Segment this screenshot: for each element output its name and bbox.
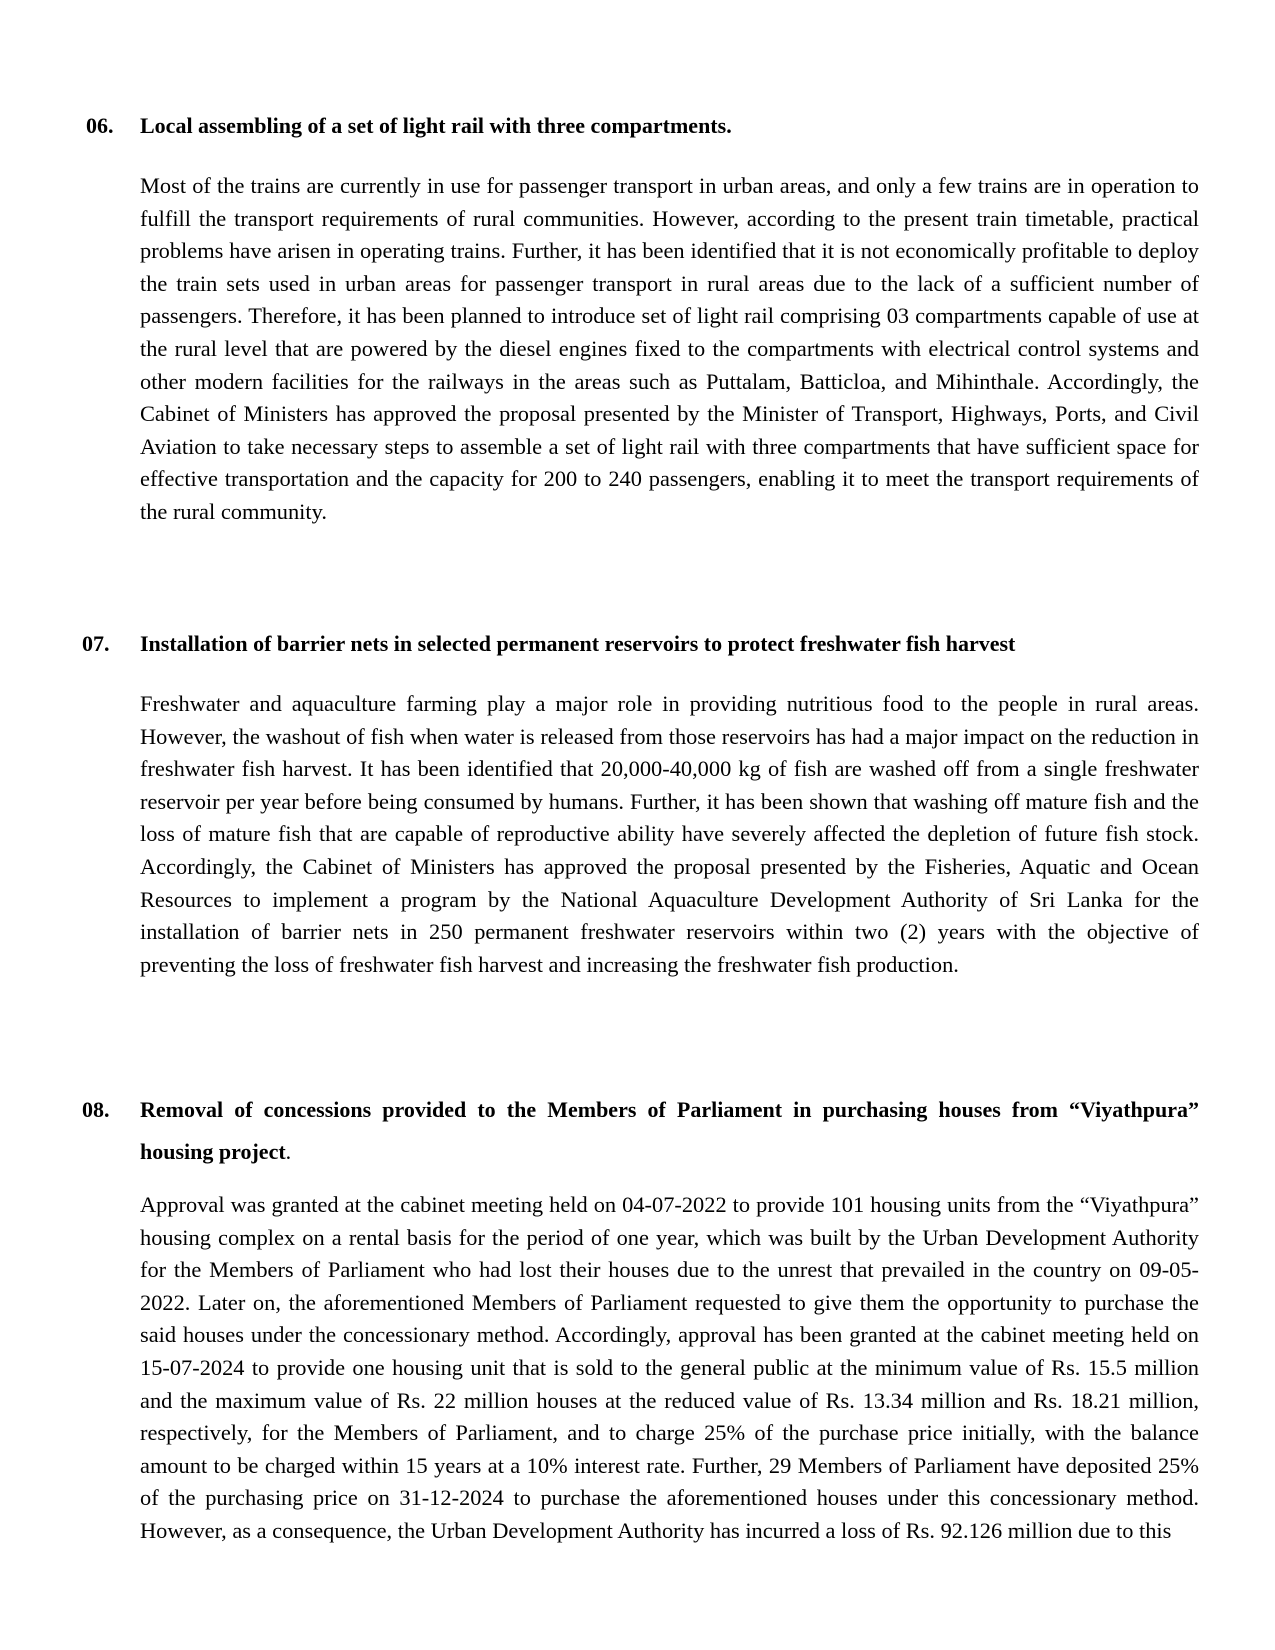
- section-body: Approval was granted at the cabinet meeting held on 04-07-2022 to provide 101 housing units from the “Viyathpura” housing complex on a rental basis for the period of one year, which was built by the Urban Development Authority for the Members of Parliament who had lost their houses due to the unrest that prevailed in the country on 09-05-2022. Later on, the aforementioned Members of Parliament requested to give them the opportunity to purchase the said houses under the concessionary method. Accordingly, approval has been granted at the cabinet meeting held on 15-07-2024 to provide one housing unit that is sold to the general public at the minimum value of Rs. 15.5 million and the maximum value of Rs. 22 million houses at the reduced value of Rs. 13.34 million and Rs. 18.21 million, respectively, for the Members of Parliament, and to charge 25% of the purchase price initially, with the balance amount to be charged within 15 years at a 10% interest rate. Further, 29 Members of Parliament have deposited 25% of the purchasing price on 31-12-2024 to purchase the aforementioned houses under this concessionary method. However, as a consequence, the Urban Development Authority has incurred a loss of Rs. 92.126 million due to this: [140, 1192, 1199, 1543]
- section-title-text: Removal of concessions provided to the Members of Parliament in purchasing houses from “Viyathpura” housing project: [140, 1097, 1199, 1164]
- section-title: [140, 1089, 1199, 1173]
- section-number: 07.: [82, 631, 110, 656]
- section-title: Installation of barrier nets in selected permanent reservoirs to protect freshwater fish harvest: [140, 631, 1016, 656]
- section-title-period: .: [285, 1139, 292, 1164]
- section-title: Local assembling of a set of light rail with three compartments.: [140, 113, 732, 138]
- section-number: 08.: [82, 1097, 110, 1122]
- section-body: Most of the trains are currently in use for passenger transport in urban areas, and only a few trains are in operation to fulfill the transport requirements of rural communities. However, according to the present train timetable, practical problems have arisen in operating trains. Further, it has been identified that it is not economically profitable to deploy the train sets used in urban areas for passenger transport in rural areas due to the lack of a sufficient number of passengers. Therefore, it has been planned to introduce set of light rail comprising 03 compartments capable of use at the rural level that are powered by the diesel engines fixed to the compartments with electrical control systems and other modern facilities for the railways in the areas such as Puttalam, Batticloa, and Mihinthale. Accordingly, the Cabinet of Ministers has approved the proposal presented by the Minister of Transport, Highways, Ports, and Civil Aviation to take necessary steps to assemble a set of light rail with three compartments that have sufficient space for effective transportation and the capacity for 200 to 240 passengers, enabling it to meet the transport requirements of the rural community.: [140, 173, 1199, 524]
- section-body: Freshwater and aquaculture farming play a major role in providing nutritious food to the people in rural areas. However, the washout of fish when water is released from those reservoirs has had a major impact on the reduction in freshwater fish harvest. It has been identified that 20,000-40,000 kg of fish are washed off from a single freshwater reservoir per year before being consumed by humans. Further, it has been shown that washing off mature fish and the loss of mature fish that are capable of reproductive ability have severely affected the depletion of future fish stock. Accordingly, the Cabinet of Ministers has approved the proposal presented by the Fisheries, Aquatic and Ocean Resources to implement a program by the National Aquaculture Development Authority of Sri Lanka for the installation of barrier nets in 250 permanent freshwater reservoirs within two (2) years with the objective of preventing the loss of freshwater fish harvest and increasing the freshwater fish production.: [140, 691, 1199, 977]
- section-number: 06.: [86, 113, 114, 138]
